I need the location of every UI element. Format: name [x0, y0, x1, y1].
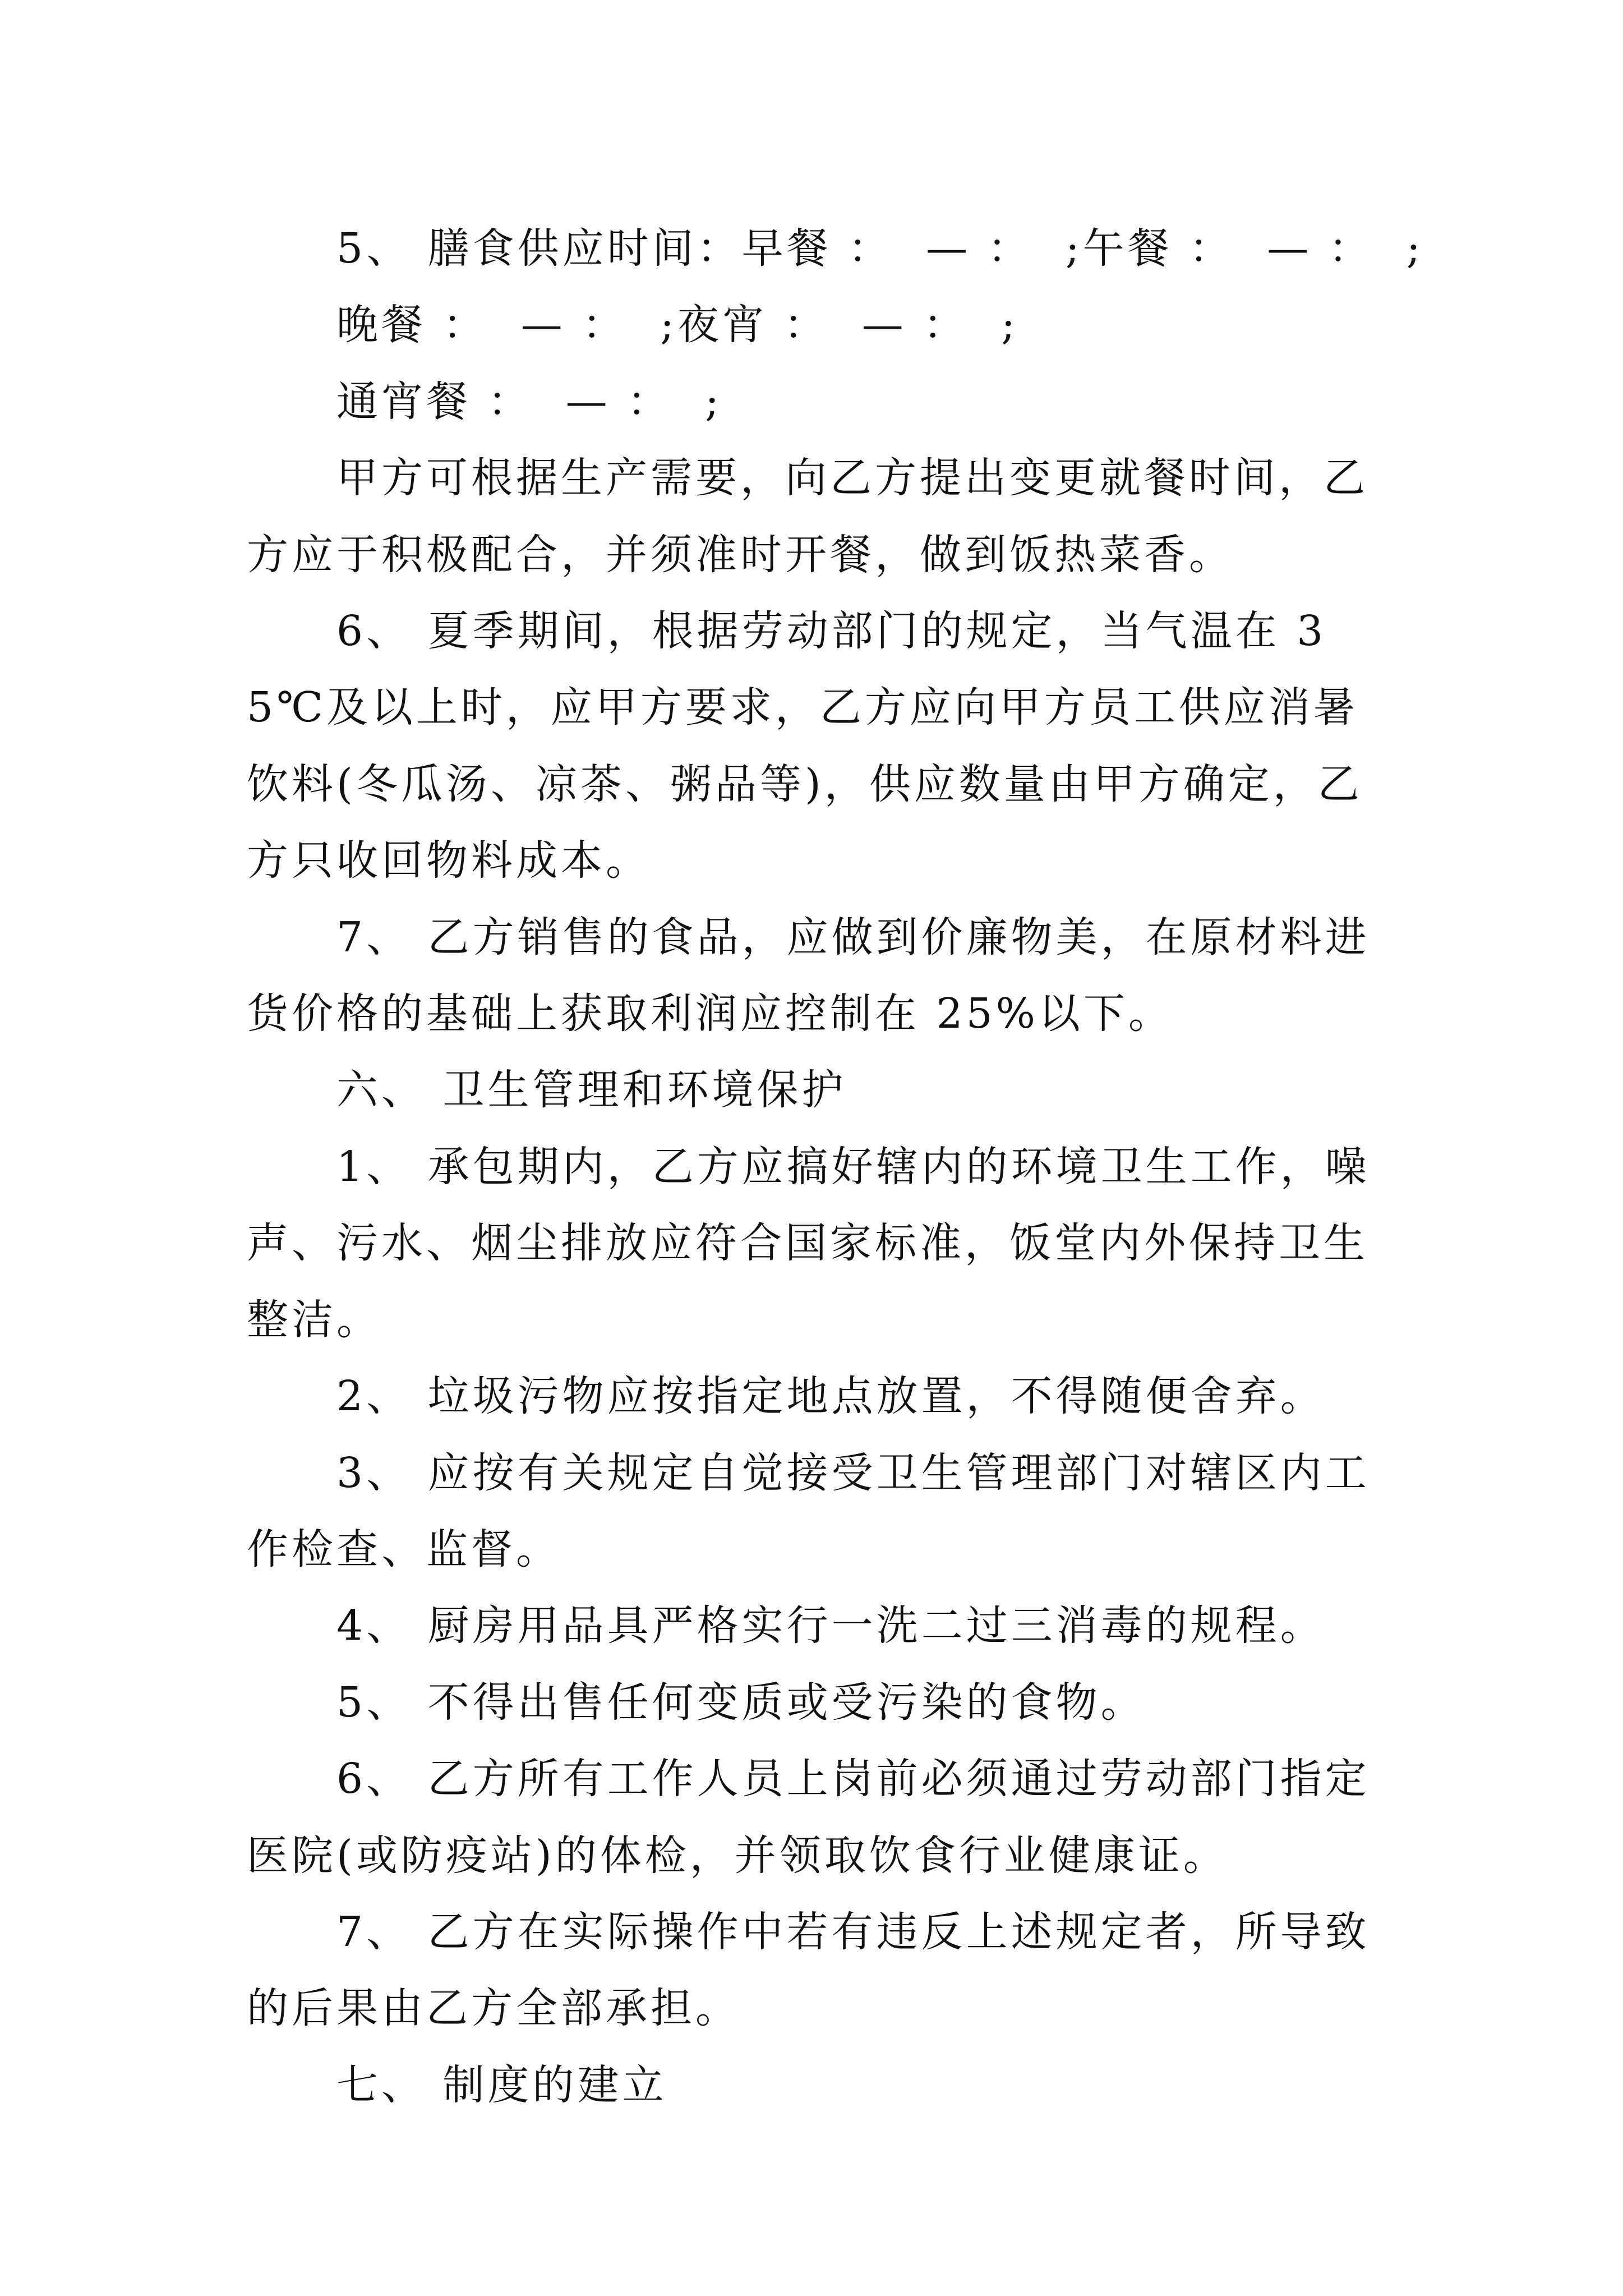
paragraph-hygiene-5: 5、 不得出售任何变质或受污染的食物。 — [336, 1678, 1146, 1727]
paragraph-hygiene-7: 7、 乙方在实际操作中若有违反上述规定者，所导致的后果由乙方全部承担。 — [247, 1907, 1370, 2033]
document-body — [247, 210, 1424, 2123]
paragraph-hygiene-6: 6、 乙方所有工作人员上岗前必须通过劳动部门指定医院(或防疫站)的体检，并领取饮食行业健康证。 — [247, 1755, 1370, 1880]
paragraph-meal-time-change: 甲方可根据生产需要，向乙方提出变更就餐时间，乙方应于积极配合，并须准时开餐，做到饭热菜香。 — [247, 454, 1368, 579]
paragraph-summer-drinks: 6、 夏季期间，根据劳动部门的规定，当气温在 35℃及以上时，应甲方要求，乙方应向甲方员工供应消暑饮料(冬瓜汤、凉茶、粥品等)，供应数量由甲方确定，乙方只收回物料成本。 — [247, 607, 1363, 885]
paragraph-hygiene-4: 4、 厨房用品具严格实行一洗二过三消毒的规程。 — [336, 1602, 1325, 1650]
paragraph-hygiene-2: 2、 垃圾污物应按指定地点放置，不得随便舍弃。 — [336, 1372, 1325, 1421]
paragraph-hygiene-1: 1、 承包期内，乙方应搞好辖内的环境卫生工作，噪声、污水、烟尘排放应符合国家标准，饭堂内外保持卫生整洁。 — [247, 1142, 1370, 1344]
section-heading-rules: 七、 制度的建立 — [336, 2060, 667, 2109]
paragraph-food-pricing: 7、 乙方销售的食品，应做到价廉物美，在原材料进货价格的基础上获取利润应控制在 25%以下。 — [247, 913, 1370, 1038]
meal-time-line-1: 5、 膳食供应时间：早餐 ： — ： ;午餐 ： — ： ; — [336, 224, 1424, 273]
section-heading-hygiene: 六、 卫生管理和环境保护 — [336, 1066, 847, 1115]
meal-time-line-3: 通宵餐 ： — ： ; — [336, 377, 723, 426]
meal-time-line-2: 晚餐 ： — ： ;夜宵 ： — ： ; — [336, 301, 1019, 349]
paragraph-hygiene-3: 3、 应按有关规定自觉接受卫生管理部门对辖区内工作检查、监督。 — [247, 1448, 1370, 1573]
